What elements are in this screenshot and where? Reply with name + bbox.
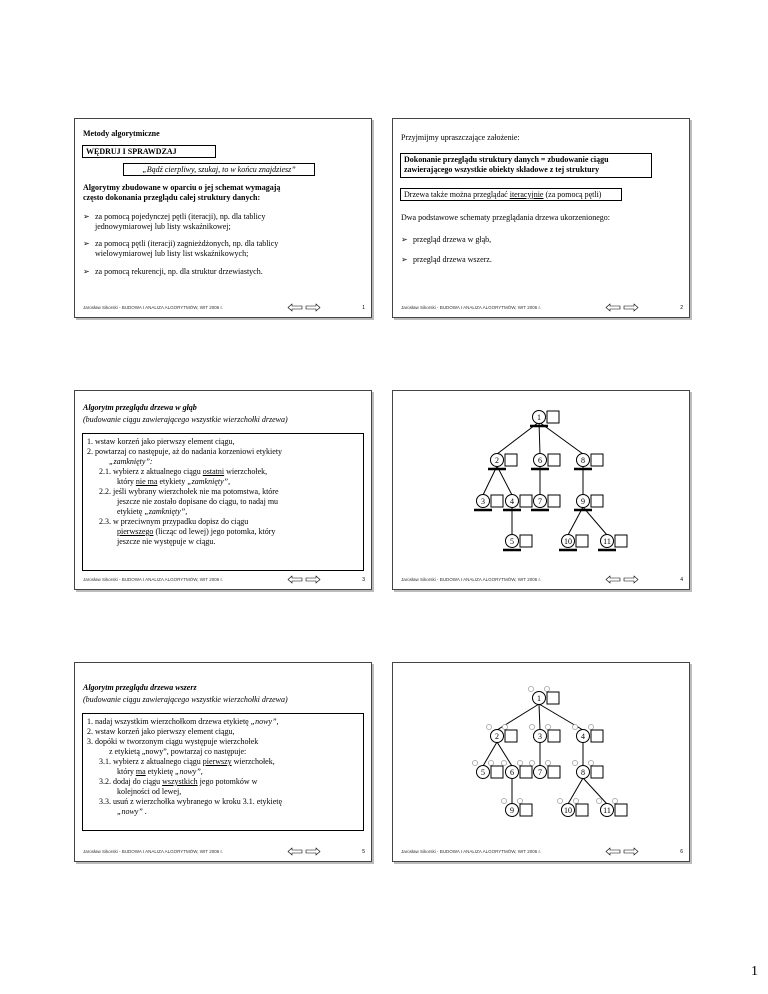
tree-node [501,760,532,778]
node-label: 9 [581,497,585,506]
node-box [505,454,517,466]
intro-line-1: Algorytmy zbudowane w oparciu o jej schemat wymagają [83,183,281,192]
bullet-depth-first-text: przegląd drzewa w głąb, [413,235,492,244]
tree-node [596,798,627,816]
schemes-text: Dwa podstawowe schematy przeglądania drzewa ukorzenionego: [401,213,611,222]
node-label: 8 [581,456,585,465]
step-3-2: 3.2. dodaj do ciągu wszystkich jego potomków w [99,777,258,786]
slide-3 [74,390,372,590]
slide-title: Algorytm przeglądu drzewa wszerz [83,683,197,692]
nav-arrows-icon[interactable] [605,847,639,856]
tree-node [528,686,559,704]
node-box [520,495,532,507]
slide-title: Algorytm przeglądu drzewa w głąb [83,403,197,412]
dfs-tree-diagram [393,391,691,591]
iteration-text-pre: Drzewa także można przeglądać [404,190,510,199]
node-box [591,454,603,466]
new-label-icon [529,760,534,765]
new-label-icon [501,760,506,765]
slide-number: 5 [362,849,365,855]
bullet-3 [83,267,368,277]
heading-box: WĘDRUJ I SPRAWDZAJ [82,145,216,158]
step-2-3: 2.3. w przeciwnym przypadku dopisz do ciągu [99,517,249,526]
step-1: 1. wstaw korzeń jako pierwszy element ciągu, [87,437,235,446]
tree-node [501,798,532,816]
node-label: 2 [495,456,499,465]
node-box [591,495,603,507]
algorithm-box [82,713,364,831]
new-label-icon [502,724,507,729]
bullet-2-line-2: wielowymiarowej lub listy list wskaźnikowych; [95,249,249,258]
iteration-text-underlined: iteracyjnie [509,190,544,199]
new-label-icon [545,760,550,765]
nav-arrows-icon[interactable] [605,303,639,312]
step-3-3-cont: „nowy” . [117,807,147,816]
slide-subtitle: (budowanie ciągu zawierającego wszystkie wierzchołki drzewa) [83,695,288,704]
bullet-depth-first [401,235,661,245]
new-label-icon [488,760,493,765]
node-box [591,766,603,778]
node-label: 7 [538,497,542,506]
slide-2 [392,118,690,318]
tree-node [572,724,603,742]
iteration-box [400,188,622,201]
node-label: 5 [510,537,514,546]
node-label: 7 [538,768,542,777]
bullet-3-text: za pomocą rekurencji, np. dla struktur drzewiastych. [95,267,263,276]
new-label-icon [529,724,534,729]
node-box [576,535,588,547]
tree-node [474,495,503,511]
step-3: 3. dopóki w tworzonym ciągu występuje wierzchołek [87,737,259,746]
node-label: 9 [510,806,514,815]
slide-subtitle: (budowanie ciągu zawierającego wszystkie wierzchołki drzewa) [83,415,288,424]
node-label: 11 [603,806,611,815]
step-2-1: 2.1. wybierz z aktualnego ciągu ostatni wierzchołek, [99,467,268,476]
tree-node [472,760,503,778]
new-label-icon [612,798,617,803]
slide-5 [74,662,372,862]
node-label: 4 [510,497,514,506]
bullet-1-line-2: jednowymiarowej lub listy wskaźnikowej; [95,222,231,231]
bfs-tree-diagram [393,663,691,863]
node-box [520,535,532,547]
tree-node [529,724,560,742]
new-label-icon [472,760,477,765]
node-label: 11 [603,537,611,546]
slide-number: 1 [362,305,365,311]
new-label-icon [517,760,522,765]
node-box [548,495,560,507]
node-box [547,692,559,704]
bullet-breadth-first [401,255,661,265]
bullet-1-line-1: za pomocą pojedynczej pętli (iteracji), np. dla tablicy [95,212,266,221]
node-box [548,766,560,778]
new-label-icon [501,798,506,803]
tree-node [574,495,603,511]
footer: Jarosław Sikorski - BUDOWA I ANALIZA ALGORYTMÓW, WIT 2006 r. [83,305,223,310]
step-3-3: 3.3. usuń z wierzchołka wybranego w kroku 3.1. etykietę [99,797,283,806]
step-2-2-cont-2: etykietę „zamknięty”, [117,507,188,516]
tree-nodes [472,686,627,816]
bullet-2 [83,239,368,259]
intro-line-2: często dokonania przeglądu całej struktury danych: [83,193,261,202]
slide-number: 3 [362,577,365,583]
edge [483,466,497,495]
step-2: 2. wstaw korzeń jako pierwszy element ciągu, [87,727,235,736]
new-label-icon [544,686,549,691]
nav-arrows-icon[interactable] [287,303,321,312]
step-2-3-cont-2: jeszcze nie występuje w ciągu. [117,537,216,546]
definition-line-2: zawierającego wszystkie obiekty składowe z tej struktury [404,165,600,174]
tree-node [559,535,588,551]
new-label-icon [517,798,522,803]
tree-edges [483,704,607,804]
node-box [520,766,532,778]
step-2-3-cont: pierwszego (licząc od lewej) jego potomka, który [117,527,276,536]
node-box [591,730,603,742]
iteration-text-post: (za pomocą pętli) [543,190,602,199]
node-label: 8 [581,768,585,777]
node-label: 6 [510,768,514,777]
node-box [491,495,503,507]
node-box [505,730,517,742]
tree-node [531,495,560,511]
node-box [520,804,532,816]
node-label: 10 [564,537,572,546]
arrow-bullet-icon: ➢ [83,212,90,221]
bullet-1 [83,212,368,232]
bullet-2-line-1: za pomocą pętli (iteracji) zagnieżdżonych, np. dla tablicy [95,239,279,248]
tree-edges [483,422,607,535]
step-2: 2. powtarzaj co następuje, aż do nadania korzeniowi etykiety [87,447,283,456]
arrow-bullet-icon: ➢ [401,235,408,244]
motto-box: „Bądź cierpliwy, szukaj, to w końcu znajdziesz” [123,163,315,176]
tree-node [530,411,559,427]
step-3-1: 3.1. wybierz z aktualnego ciągu pierwszy wierzchołek, [99,757,275,766]
node-box [548,454,560,466]
step-2-label: „zamknięty”: [109,457,153,466]
new-label-icon [596,798,601,803]
edge [497,466,512,495]
nav-arrows-icon[interactable] [605,575,639,584]
node-label: 1 [537,413,541,422]
edge [583,507,607,535]
node-label: 5 [481,768,485,777]
new-label-icon [545,724,550,729]
slide-title: Przyjmijmy upraszczające założenie: [401,133,520,142]
slide-title: Metody algorytmiczne [83,129,160,138]
arrow-bullet-icon: ➢ [83,267,90,276]
node-label: 1 [537,694,541,703]
edge [583,778,607,804]
slide-number: 6 [680,849,683,855]
node-label: 3 [538,732,542,741]
tree-nodes [474,411,627,551]
new-label-icon [573,798,578,803]
nav-arrows-icon[interactable] [287,575,321,584]
page-number: 1 [751,964,758,979]
nav-arrows-icon[interactable] [287,847,321,856]
node-label: 6 [538,456,542,465]
tree-node [529,760,560,778]
tree-node [503,495,532,511]
step-1: 1. nadaj wszystkim wierzchołkom drzewa etykietę „nowy”, [87,717,279,726]
step-2-2-cont: jeszcze nie zostało dopisane do ciągu, to nadaj mu [117,497,279,506]
node-box [548,730,560,742]
new-label-icon [572,724,577,729]
node-box [547,411,559,423]
edge [539,704,540,730]
bullet-breadth-first-text: przegląd drzewa wszerz. [413,255,492,264]
new-label-icon [486,724,491,729]
tree-node [557,798,588,816]
node-box [615,535,627,547]
node-label: 3 [481,497,485,506]
arrow-bullet-icon: ➢ [401,255,408,264]
slide-4 [392,390,690,590]
slide-1 [74,118,372,318]
tree-node [574,454,603,470]
new-label-icon [588,760,593,765]
footer: Jarosław Sikorski - BUDOWA I ANALIZA ALGORYTMÓW, WIT 2006 r. [401,305,541,310]
step-3-cont: z etykietą „nowy”, powtarzaj co następuje: [109,747,247,756]
footer: Jarosław Sikorski - BUDOWA I ANALIZA ALGORYTMÓW, WIT 2006 r. [83,849,223,854]
tree-node [503,535,532,551]
node-label: 10 [564,806,572,815]
node-box [491,766,503,778]
edge [568,507,583,535]
slide-number: 4 [680,577,683,583]
new-label-icon [557,798,562,803]
new-label-icon [572,760,577,765]
tree-node [598,535,627,551]
step-2-1-cont: który nie ma etykiety „zamknięty”, [117,477,231,486]
footer: Jarosław Sikorski - BUDOWA I ANALIZA ALGORYTMÓW, WIT 2006 r. [83,577,223,582]
new-label-icon [588,724,593,729]
footer: Jarosław Sikorski - BUDOWA I ANALIZA ALGORYTMÓW, WIT 2006 r. [401,849,541,854]
algorithm-box [82,433,364,571]
definition-box [400,153,652,178]
arrow-bullet-icon: ➢ [83,239,90,248]
footer: Jarosław Sikorski - BUDOWA I ANALIZA ALGORYTMÓW, WIT 2006 r. [401,577,541,582]
slide-number: 2 [680,305,683,311]
node-label: 2 [495,732,499,741]
step-3-1-cont: który ma etykietę „nowy”, [117,767,203,776]
tree-node [572,760,603,778]
node-box [615,804,627,816]
tree-node [531,454,560,470]
node-box [576,804,588,816]
node-label: 4 [581,732,585,741]
step-3-2-cont: kolejności od lewej, [117,787,182,796]
slide-6 [392,662,690,862]
new-label-icon [528,686,533,691]
definition-line-1: Dokonanie przeglądu struktury danych = zbudowanie ciągu [404,155,609,164]
step-2-2: 2.2. jeśli wybrany wierzchołek nie ma potomstwa, które [99,487,279,496]
tree-node [488,454,517,470]
